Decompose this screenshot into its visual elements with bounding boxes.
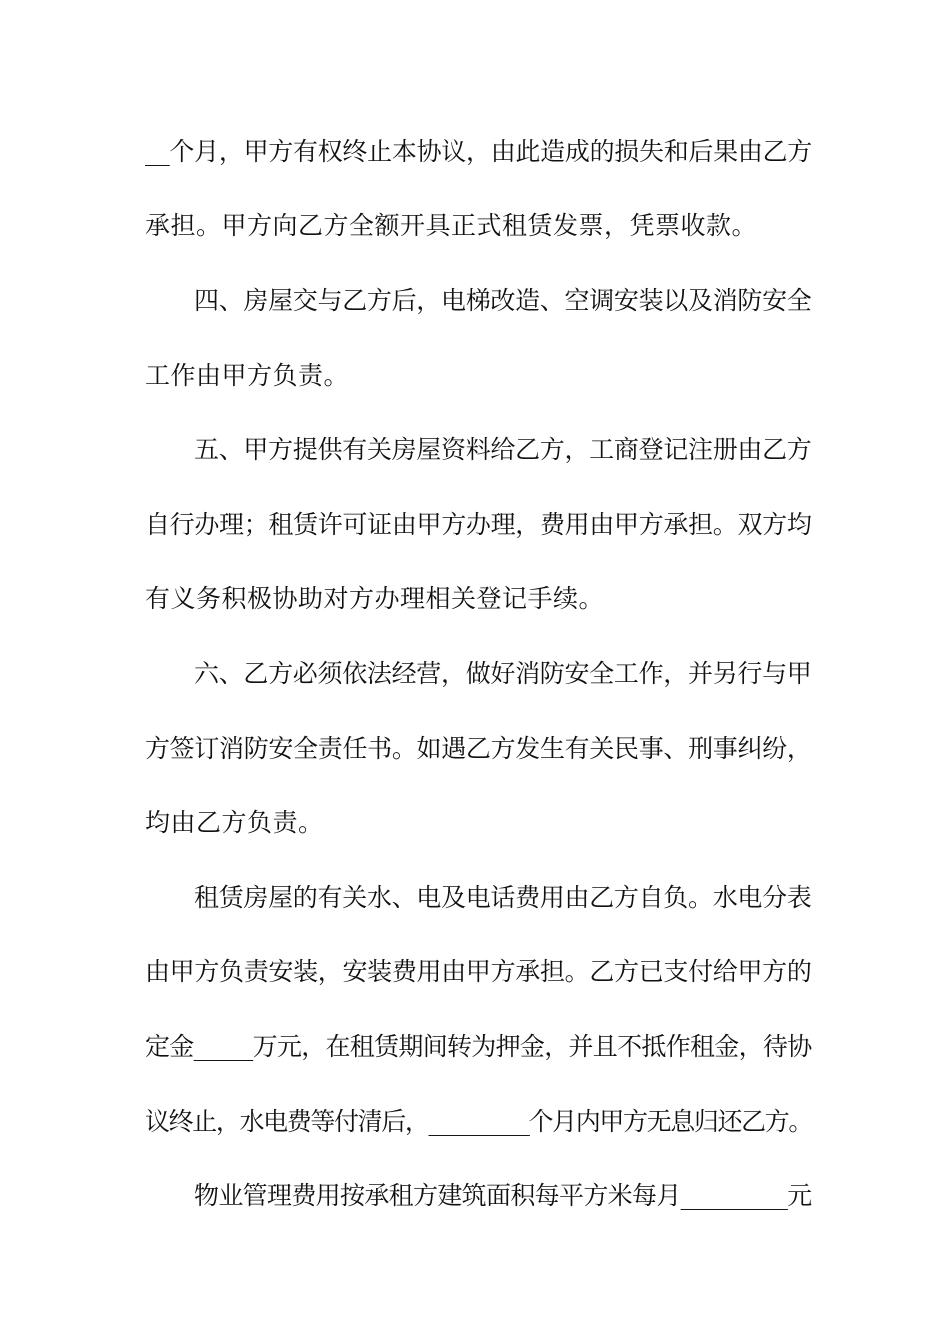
text-line-14: 议终止，水电费等付清后，_________个月内甲方无息归还乙方。 <box>145 1107 813 1136</box>
text-line-5: 五、甲方提供有关房屋资料给乙方，工商登记注册由乙方 <box>194 435 812 464</box>
text-line-2: 承担。甲方向乙方全额开具正式租赁发票，凭票收款。 <box>145 211 758 240</box>
text-line-12: 由甲方负责安装，安装费用由甲方承担。乙方已支付给甲方的 <box>145 957 812 986</box>
text-line-1: __个月，甲方有权终止本协议，由此造成的损失和后果由乙方 <box>145 137 813 166</box>
text-line-11: 租赁房屋的有关水、电及电话费用由乙方自负。水电分表 <box>194 883 812 912</box>
text-line-6: 自行办理；租赁许可证由甲方办理，费用由甲方承担。双方均 <box>145 510 812 539</box>
text-line-8: 六、乙方必须依法经营，做好消防安全工作，并另行与甲 <box>194 659 812 688</box>
text-line-13: 定金_____万元，在租赁期间转为押金，并且不抵作租金，待协 <box>145 1032 812 1061</box>
text-line-9: 方签订消防安全责任书。如遇乙方发生有关民事、刑事纠纷， <box>145 734 812 763</box>
text-line-10: 均由乙方负责。 <box>145 808 324 837</box>
text-line-4: 工作由甲方负责。 <box>145 361 350 390</box>
text-line-3: 四、房屋交与乙方后，电梯改造、空调安装以及消防安全 <box>194 286 812 315</box>
text-line-15: 物业管理费用按承租方建筑面积每平方米每月_________元 <box>194 1181 812 1210</box>
text-line-7: 有义务积极协助对方办理相关登记手续。 <box>145 584 605 613</box>
